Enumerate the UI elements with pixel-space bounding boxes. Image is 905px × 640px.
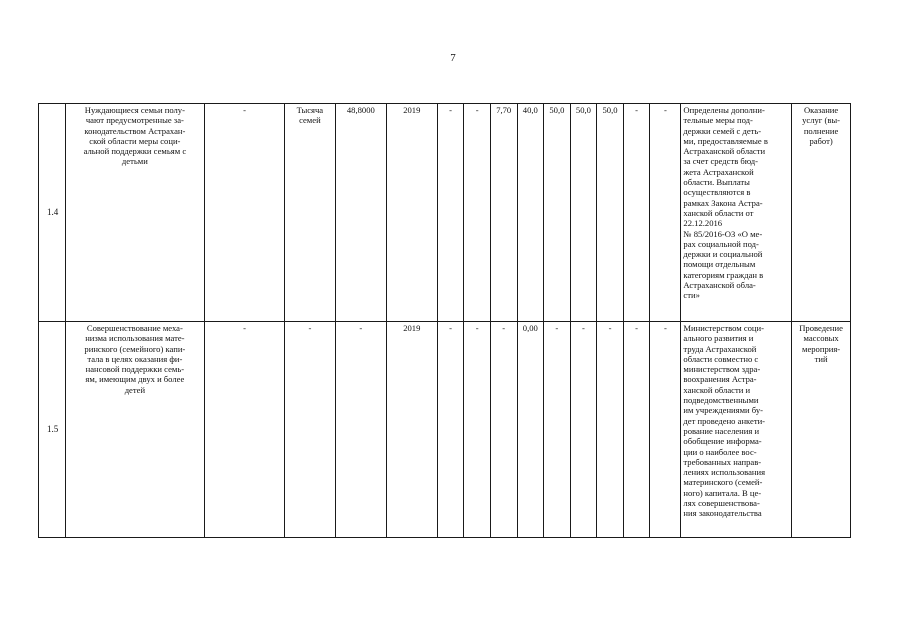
text-line: лениях использования bbox=[683, 467, 766, 478]
text-line: семей bbox=[299, 115, 321, 126]
cell: - bbox=[544, 322, 571, 538]
document-table bbox=[38, 103, 851, 538]
text-line: осуществляются в bbox=[683, 187, 751, 198]
text-line: ской области меры соци- bbox=[89, 135, 181, 146]
text-line: альной поддержки семьям с bbox=[83, 146, 187, 157]
note-cell bbox=[681, 104, 792, 322]
text-line: помощи отдельным bbox=[683, 259, 756, 270]
cell: - bbox=[437, 104, 464, 322]
cell: 2019 bbox=[386, 322, 437, 538]
text-line: ханской области и bbox=[683, 384, 751, 395]
text-line: рамках Закона Астра- bbox=[683, 197, 763, 208]
text-line: мероприя- bbox=[802, 343, 841, 354]
text-line: чают предусмотренные за- bbox=[85, 115, 184, 126]
text-line: № 85/2016-ОЗ «О ме- bbox=[683, 228, 763, 239]
text-line: услуг (вы- bbox=[802, 115, 841, 126]
cell: 50,0 bbox=[544, 104, 571, 322]
text-line: детьми bbox=[121, 156, 148, 167]
text-line: Тысяча bbox=[296, 105, 324, 115]
text-line: ции о наиболее вос- bbox=[683, 446, 757, 457]
text-line: лях совершенствова- bbox=[683, 498, 760, 509]
text-line: массовых bbox=[803, 333, 839, 344]
text-line: конодательством Астрахан- bbox=[84, 125, 186, 136]
text-line: Совершенствование меха- bbox=[86, 323, 183, 333]
cell: - bbox=[205, 322, 285, 538]
text-line: тельные меры под- bbox=[683, 115, 753, 126]
cell: 50,0 bbox=[597, 104, 624, 322]
text-line: работ) bbox=[809, 135, 833, 146]
cell: - bbox=[570, 322, 597, 538]
cell: 7,70 bbox=[490, 104, 517, 322]
text-line: ния законодательства bbox=[683, 508, 762, 519]
cell: - bbox=[335, 322, 386, 538]
cell: 40,0 bbox=[517, 104, 544, 322]
text-line: ального развития и bbox=[683, 333, 754, 344]
cell: - bbox=[284, 322, 335, 538]
cell: - bbox=[464, 322, 491, 538]
cell: - bbox=[490, 322, 517, 538]
text-line: тий bbox=[814, 353, 828, 364]
text-line: им учреждениями бу- bbox=[683, 405, 763, 416]
measure-description bbox=[65, 322, 205, 538]
cell: 0,00 bbox=[517, 322, 544, 538]
text-line: министерством здра- bbox=[683, 364, 761, 375]
text-line: за счет средств бюд- bbox=[683, 156, 758, 167]
text-line: Проведение bbox=[799, 323, 843, 333]
note-cell bbox=[681, 322, 792, 538]
table-row bbox=[39, 322, 851, 538]
cell: - bbox=[437, 322, 464, 538]
text-line: Нуждающиеся семьи полу- bbox=[84, 105, 185, 115]
cell: - bbox=[597, 322, 624, 538]
measure-description bbox=[65, 104, 205, 322]
text-line: полнение bbox=[803, 125, 839, 136]
text-line: детей bbox=[124, 384, 146, 395]
text-line: ного) капитала. В це- bbox=[683, 487, 762, 498]
text-line: обобщение информа- bbox=[683, 436, 762, 447]
cell: - bbox=[205, 104, 285, 322]
table-row bbox=[39, 104, 851, 322]
cell: 50,0 bbox=[570, 104, 597, 322]
text-line: рование населения и bbox=[683, 425, 760, 436]
cell: - bbox=[623, 322, 650, 538]
text-line: труда Астраханской bbox=[683, 343, 757, 354]
text-line: требованных направ- bbox=[683, 456, 762, 467]
type-cell bbox=[792, 104, 851, 322]
cell: 48,8000 bbox=[335, 104, 386, 322]
row-number: 1.4 bbox=[39, 104, 66, 322]
cell: - bbox=[650, 322, 681, 538]
cell: - bbox=[623, 104, 650, 322]
text-line: подведомственными bbox=[683, 395, 759, 406]
text-line: Астраханской области bbox=[683, 146, 766, 157]
text-line: ханской области от bbox=[683, 207, 754, 218]
page-number: 7 bbox=[450, 52, 456, 64]
text-line: дет проведено анкети- bbox=[683, 415, 766, 426]
text-line: Определены дополни- bbox=[683, 105, 765, 115]
text-line: материнского (семей- bbox=[683, 477, 763, 488]
text-line: жета Астраханской bbox=[683, 166, 754, 177]
text-line: Оказание bbox=[803, 105, 839, 115]
text-line: рах социальной под- bbox=[683, 238, 759, 249]
cell: 2019 bbox=[386, 104, 437, 322]
text-line: категориям граждан в bbox=[683, 269, 764, 280]
text-line: ми, предоставляемые в bbox=[683, 135, 768, 146]
text-line: тала в целях оказания фи- bbox=[87, 353, 183, 364]
text-line: области совместно с bbox=[683, 353, 759, 364]
row-number: 1.5 bbox=[39, 322, 66, 538]
unit-cell bbox=[284, 104, 335, 322]
text-line: области. Выплаты bbox=[683, 177, 750, 188]
text-line: держки и социальной bbox=[683, 249, 763, 260]
cell: - bbox=[464, 104, 491, 322]
text-line: Астраханской обла- bbox=[683, 280, 756, 291]
text-line: нансовой поддержки семь- bbox=[85, 364, 185, 375]
text-line: 22.12.2016 bbox=[683, 218, 723, 229]
text-line: ям, имеющим двух и более bbox=[85, 374, 185, 385]
text-line: воохранения Астра- bbox=[683, 374, 757, 385]
text-line: держки семей с деть- bbox=[683, 125, 762, 136]
text-line: ринского (семейного) капи- bbox=[84, 343, 186, 354]
text-line: сти» bbox=[683, 290, 700, 301]
text-line: низма использования мате- bbox=[85, 333, 185, 344]
type-cell bbox=[792, 322, 851, 538]
cell: - bbox=[650, 104, 681, 322]
text-line: Министерством соци- bbox=[683, 323, 764, 333]
